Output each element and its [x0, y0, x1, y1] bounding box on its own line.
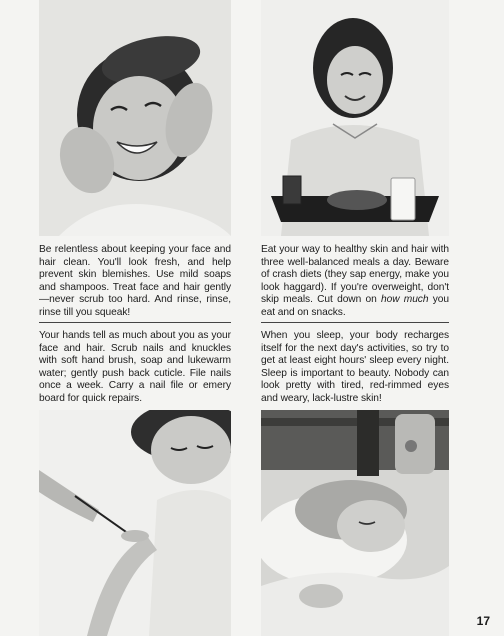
sleep-text: When you sleep, your body recharges itself for the next day's activities, so try to get at least eight hours' sleep every night. Sleep is important to beauty. Nobody can look pretty with tired, red-rimmed eyes and weary, lack-lustre skin!	[261, 330, 449, 404]
text-sleep	[261, 330, 449, 405]
photo-girl-sleeping	[261, 410, 449, 636]
girl-washing-face-illustration	[39, 0, 231, 236]
text-face-and-hair-care	[39, 244, 231, 319]
hand-care-text: Your hands tell as much about you as your face and hair. Scrub nails and knuckles with soft hand brush, soap and lukewarm water; gently push back cuticle. File nails once a week. Carry a nail file or emery board for quick repairs.	[39, 330, 231, 404]
face-care-text: Be relentless about keeping your face and hair clean. You'll look fresh, and help prevent skin blemishes. Use mild soaps and shampoos. Treat face and hair gently—never scrub too hard. And rinse, rinse, rinse till you squeak!	[39, 244, 231, 318]
girl-with-tray-illustration	[261, 0, 449, 236]
filing-nails-illustration	[39, 410, 231, 636]
text-hand-care	[39, 330, 231, 405]
text-healthy-eating	[261, 244, 449, 319]
divider-right	[261, 322, 449, 323]
eating-text-part2: you eat and on snacks.	[261, 294, 449, 318]
sleeping-girl-illustration	[261, 410, 449, 636]
eating-text-emphasis: how much	[380, 294, 429, 305]
divider-left	[39, 322, 231, 323]
photo-girl-washing-face	[39, 0, 231, 236]
photo-girl-with-meal-tray	[261, 0, 449, 236]
page-number: 17	[476, 614, 490, 628]
photo-girl-filing-nails	[39, 410, 231, 636]
eating-text-part1: Eat your way to healthy skin and hair with three well-balanced meals a day. Beware of crash diets (they sap energy, make you look haggard). If you're overweight, don't skip meals. Cut down on	[261, 244, 449, 305]
